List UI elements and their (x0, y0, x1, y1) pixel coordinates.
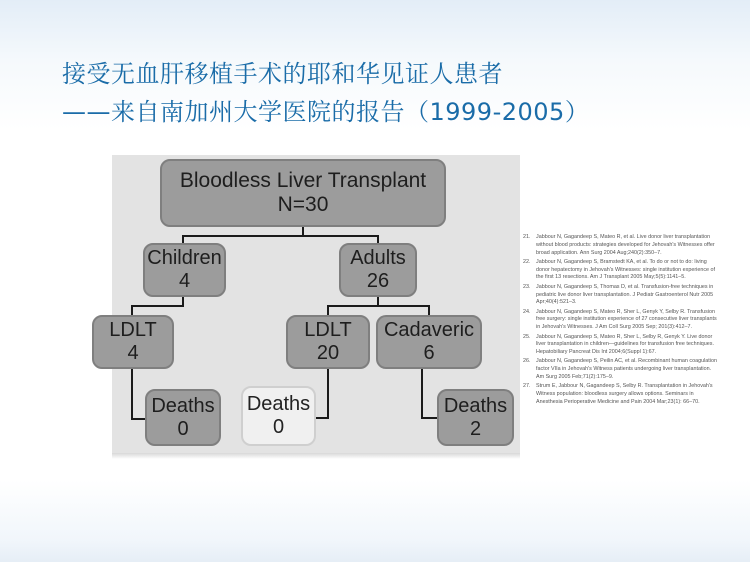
reference-number: 22. (523, 258, 531, 265)
connector-ldlt-deaths (132, 369, 145, 419)
connector-adults-ldlt (328, 297, 378, 315)
node-ldlt-children (92, 315, 174, 369)
node-value: 26 (366, 270, 390, 292)
reference-number: 26. (523, 358, 531, 365)
node-cadaveric (376, 315, 482, 369)
node-deaths-cadaveric (437, 389, 514, 446)
connector-root-children (183, 227, 303, 243)
node-deaths-ldlt-adults (241, 386, 316, 446)
node-label: Deaths (246, 393, 311, 415)
connector-children-ldlt (132, 297, 183, 315)
node-value: 4 (178, 270, 191, 292)
node-children (143, 243, 226, 297)
reference-text: Jabbour N, Gagandeep S, Mateo R, Sher L, Selby R, Genyk Y. Live donor liver transplantation in children—guidelines for transfusion free techniques. Hepatobiliary Pancreat Dis Int 2004;6(Suppl 1):67. (536, 333, 714, 356)
node-label: LDLT (304, 319, 352, 341)
node-value: 0 (272, 416, 285, 438)
reference-text: Jabbour N, Gagandeep S, Mateo R, et al. Live donor liver transplantation without blood products: strategies developed for Jehovah's Witnesses offer broad application. Ann Surg 2004 Aug;240(2):350–7. (536, 234, 715, 256)
node-value: 6 (423, 342, 435, 364)
reference-item (523, 309, 718, 332)
reference-item (523, 383, 718, 406)
reference-item (523, 259, 718, 282)
node-deaths-ldlt-children (145, 389, 221, 446)
slide-title-line-1: 接受无血肝移植手术的耶和华见证人患者 (62, 60, 503, 88)
node-label: Deaths (443, 394, 508, 417)
connector-adults-cadaveric (378, 297, 429, 315)
reference-item (523, 234, 718, 257)
reference-number: 27. (523, 383, 531, 390)
slide-title-line-2: ——来自南加州大学医院的报告（1999-2005） (62, 98, 590, 126)
reference-item (523, 334, 718, 357)
reference-number: 21. (523, 234, 531, 240)
reference-text: Jabbour N, Gagandeep S, Mateo R, Sher L, Genyk Y, Selby R. Transfusion free surgery: single institution experience of 27 consecutive liver transplants in Jehovah's Witnesses. J Am Coll Surg 2005 Sep; 201(3):412–7. (536, 308, 717, 331)
reference-number: 25. (523, 333, 531, 340)
reference-text: Jabbour N, Gagandeep S, Thomas D, et al. Transfusion-free techniques in pediatric live donor liver transplantation. J Pediatr Gastroenterol Nutr 2005 Apr;40(4):521–3. (536, 283, 714, 306)
reference-number: 23. (523, 283, 531, 290)
node-value: N=30 (277, 193, 329, 216)
node-label: Adults (350, 247, 406, 269)
node-label: LDLT (109, 319, 157, 341)
node-label: Children (147, 247, 222, 269)
connector-cadaveric-deaths (422, 369, 437, 418)
node-value: 20 (316, 342, 340, 364)
reference-list (523, 234, 718, 408)
node-label: Cadaveric (383, 319, 475, 341)
node-ldlt-adults (286, 315, 370, 369)
reference-item (523, 358, 718, 381)
node-value: 4 (127, 342, 139, 364)
reference-item (523, 284, 718, 307)
node-value: 2 (469, 417, 482, 440)
reference-text: Strum E, Jabbour N, Gagandeep S, Selby R. Transplantation in Jehovah's Witness population: bloodless surgery allows options. Seminars in Anesthesia Perioperative Medicine and Pain 2004 Mar;23(1): 66–70. (536, 383, 713, 405)
node-label: Deaths (151, 394, 215, 417)
node-label: Bloodless Liver Transplant (179, 168, 427, 192)
node-value: 0 (177, 417, 189, 440)
reference-text: Jabbour N, Gagandeep S, Peilin AC, et al. Recombinant human coagulation factor VIIa in Jehovah's Witness patients undergoing liver transplantation. Am Surg 2005 Feb;71(2):175–9. (536, 358, 717, 381)
node-bloodless-liver-transplant (160, 159, 446, 227)
node-adults (339, 243, 417, 297)
connector-ldlt-adults-deaths (316, 369, 328, 418)
reference-number: 24. (523, 308, 531, 315)
connector-root-adults (303, 227, 378, 243)
reference-text: Jabbour N, Gagandeep S, Bramstedt KA, et al. To do or not to do: living donor hepatectomy in Jehovah's Witnesses: single institution experience of the first 13 resections. Am J Transplant 2005 May;5(5):1141–5. (536, 258, 716, 281)
